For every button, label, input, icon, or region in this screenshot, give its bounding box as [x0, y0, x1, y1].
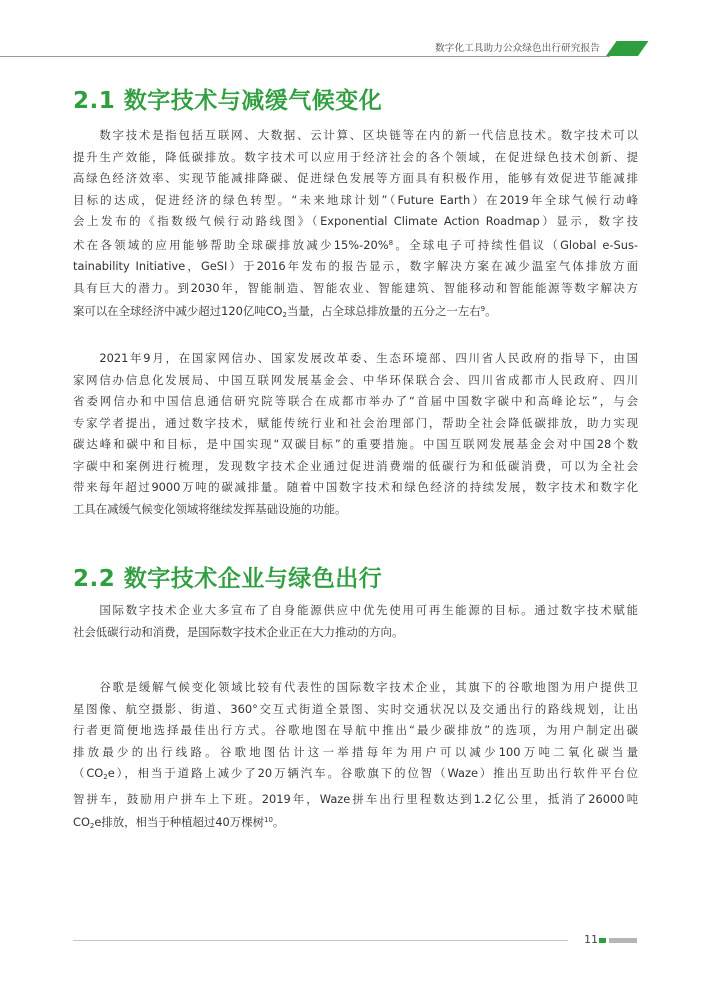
- footnote-marker: 9: [480, 305, 486, 313]
- text-line: 家网信办信息化发展局、中国互联网发展基金会、中华环保联合会、四川省成都市人民政府、四川: [73, 372, 638, 387]
- page-accent-green: [599, 938, 606, 943]
- page-header: [0, 0, 710, 60]
- text-line: [73, 233, 638, 257]
- text-line: 数字技术是指包括互联网、大数据、云计算、区块链等在内的新一代信息技术。数字技术可以: [73, 128, 638, 142]
- text-segment: e排放，相当于种植超过40万棵树: [94, 815, 264, 829]
- footnote-marker: 8: [388, 238, 394, 247]
- text-line: 谷歌是缓解气候变化领域比较有代表性的国际数字技术企业，其旗下的谷歌地图为用户提供卫: [73, 680, 638, 694]
- text-segment: 案可以在全球经济中减少超过120亿吨CO: [73, 304, 283, 318]
- text-line: 目标的达成，促进经济的绿色转型。“未来地球计划”（Future Earth）在2019年全球气候行动峰: [73, 192, 638, 207]
- page-accent-gray: [609, 938, 637, 943]
- text-line: 具有巨大的潜力。到2030年，智能制造、智能农业、智能建筑、智能移动和智能能源等数字解决方: [73, 280, 638, 295]
- subscript: 2: [282, 311, 287, 319]
- text-segment: CO: [73, 815, 90, 829]
- paragraph-carbon-forum: [73, 348, 638, 520]
- page-number: 11: [584, 933, 598, 946]
- text-line: 高绿色经济效率、实现节能减排降碳、促进绿色发展等方面具有积极作用，能够有效促进节能减排: [73, 171, 638, 185]
- header-divider: [0, 56, 610, 57]
- text-line: 排放最少的出行线路。谷歌地图估计这一举措每年为用户可以减少100万吨二氧化碳当量: [73, 744, 638, 759]
- header-accent-tab: [606, 41, 649, 56]
- text-segment: 。: [272, 815, 285, 829]
- text-segment: e），相当于道路上减少了20万辆汽车。谷歌旗下的位智（Waze）推出互助出行软件平台位: [107, 766, 638, 780]
- section-heading-2-2: 2.2 数字技术企业与绿色出行: [73, 566, 383, 592]
- text-line: 智拼车，鼓励用户拼车上下班。2019年，Waze拼车出行里程数达到1.2亿公里，抵消了26000吨: [73, 791, 638, 806]
- subscript: 2: [103, 773, 108, 781]
- text-line: 社会低碳行动和消费，是国际数字技术企业正在大力推动的方向。: [73, 624, 404, 639]
- text-segment: 当量，占全球总排放量的五分之一左右: [287, 304, 481, 318]
- subscript: 2: [89, 822, 95, 830]
- text-line: 带来每年超过9000万吨的碳减排量。随着中国数字技术和绿色经济的持续发展，数字技术和数字化: [73, 480, 638, 494]
- text-line: [73, 810, 638, 838]
- text-line: 国际数字技术企业大多宣布了自身能源供应中优先使用可再生能源的目标。通过数字技术赋能: [73, 603, 638, 617]
- text-line: [73, 763, 638, 789]
- text-line: 碳达峰和碳中和目标，是中国实现“双碳目标”的重要措施。中国互联网发展基金会对中国28个数: [73, 437, 638, 451]
- text-line: 会上发布的《指数级气候行动路线图》（Exponential Climate Action Roadmap）显示，数字技: [73, 214, 638, 228]
- text-line: 省委网信办和中国信息通信研究院等联合在成都市举办了“首届中国数字碳中和高峰论坛”，与会: [73, 394, 638, 408]
- text-line: 专家学者提出，通过数字技术，赋能传统行业和社会治理部门，帮助全社会降低碳排放，助力实现: [73, 415, 638, 430]
- footnote-marker: 10: [263, 816, 273, 824]
- paragraph-digital-tech-climate: [73, 125, 638, 327]
- text-line: 提升生产效能，降低碳排放。数字技术可以应用于经济社会的各个领域，在促进绿色技术创新、提: [73, 149, 638, 164]
- paragraph-google-example: [73, 677, 638, 838]
- report-title: 数字化工具助力公众绿色出行研究报告: [435, 43, 600, 54]
- text-segment: 术在各领域的应用能够帮助全球碳排放减少15%-20%: [73, 237, 389, 252]
- text-line: [73, 299, 638, 327]
- section-heading-2-1: 2.1 数字技术与减缓气候变化: [73, 88, 383, 114]
- text-segment: 。: [485, 304, 497, 318]
- text-line: 字碳中和案例进行梳理，发现数字技术企业通过促进消费端的低碳行为和低碳消费，可以为全社会: [73, 458, 638, 473]
- text-line: 工具在减缓气候变化领域将继续发挥基础设施的功能。: [73, 501, 347, 516]
- text-line: tainability Initiative，GeSI）于2016年发布的报告显示，数字解决方案在减少温室气体排放方面: [73, 259, 638, 273]
- text-line: 行者更简便地选择最佳出行方式。谷歌地图在导航中推出“最少碳排放”的选项，为用户制定出碳: [73, 723, 638, 737]
- text-segment: （CO: [73, 766, 104, 780]
- paragraph-international-firms: [73, 600, 638, 643]
- text-line: 星图像、航空摄影、街道、360°交互式街道全景图、实时交通状况以及交通出行的路线规划，让出: [73, 701, 638, 716]
- text-segment: 。全球电子可持续性倡议（Global e-Sus-: [393, 237, 638, 252]
- text-line: 2021年9月，在国家网信办、国家发展改革委、生态环境部、四川省人民政府的指导下，由国: [73, 351, 638, 365]
- footer-divider: [73, 940, 568, 941]
